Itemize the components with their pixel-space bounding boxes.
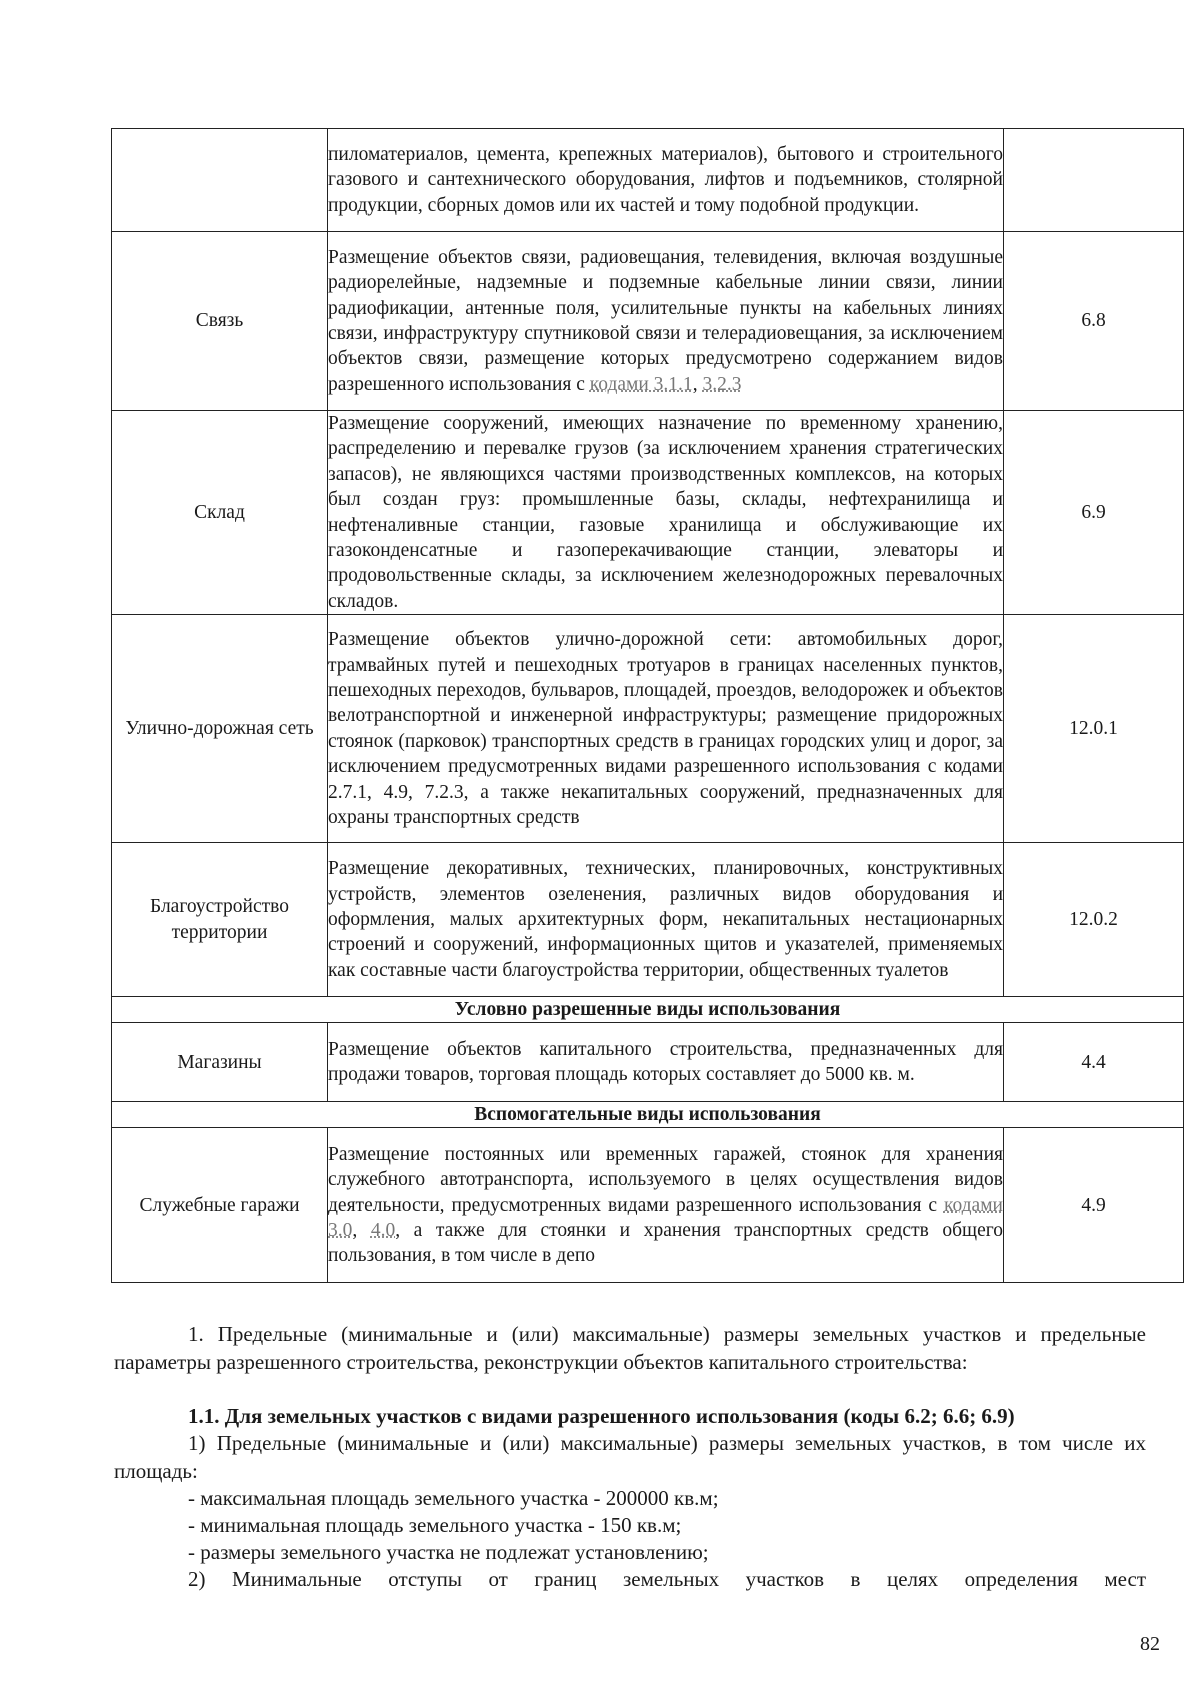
use-code-cell: 6.9 xyxy=(1004,411,1184,615)
use-name-cell: Связь xyxy=(112,232,328,411)
subsection-heading: 1.1. Для земельных участков с видами разрешенного использования (коды 6.2; 6.6; 6.9) xyxy=(188,1404,1015,1428)
table-row xyxy=(112,411,1184,615)
page-number: 82 xyxy=(1140,1633,1160,1655)
bullet-min-area: - минимальная площадь земельного участка - 150 кв.м; xyxy=(188,1513,682,1537)
section-heading-auxiliary: Вспомогательные виды использования xyxy=(112,1102,1184,1128)
use-name-cell xyxy=(112,129,328,232)
table-row xyxy=(112,129,1184,232)
use-name-cell: Магазины xyxy=(112,1023,328,1102)
table-row xyxy=(112,1023,1184,1102)
section-heading-conditional: Условно разрешенные виды использования xyxy=(112,997,1184,1023)
code-link[interactable]: кодами 3.0 xyxy=(328,1194,1003,1241)
description-text: Размещение объектов связи, радиовещания, телевидения, включая воздушные радиорелейные, надземные и подземные кабельные линии связи, линии радиофикации, антенные поля, усилительные пункты на кабельных линиях связи, инфраструктуру спутниковой связи и телерадиовещания, за исключением объектов связи, размещение которых предусмотрено содержанием видов разрешенного использования с xyxy=(328,246,1003,395)
use-code-cell: 4.9 xyxy=(1004,1128,1184,1283)
bullet-no-dimensions: - размеры земельного участка не подлежат установлению; xyxy=(188,1540,709,1564)
description-text: Размещение постоянных или временных гаражей, стоянок для хранения служебного автотранспорта, используемого в целях осуществления видов деятельности, предусмотренных видами разрешенного использования с xyxy=(328,1143,1003,1216)
table-section-row xyxy=(112,1102,1184,1128)
paragraph-setbacks: 2) Минимальные отступы от границ земельных участков в целях определения мест xyxy=(188,1567,1146,1591)
use-description-cell: Размещение объектов связи, радиовещания, телевидения, включая воздушные радиорелейные, надземные и подземные кабельные линии связи, линии радиофикации, антенные поля, усилительные пункты на кабельных линиях связи, инфраструктуру спутниковой связи и телерадиовещания, за исключением объектов связи, размещение которых предусмотрено содержанием видов разрешенного использования с кодами 3.1.1, 3.2.3 xyxy=(328,232,1004,411)
paragraph-sizes: 1) Предельные (минимальные и (или) максимальные) размеры земельных участков, в том числе их площадь: xyxy=(114,1431,1146,1483)
land-use-table xyxy=(111,128,1184,1283)
description-text: , а также для стоянки и хранения транспортных средств общего пользования, в том числе в депо xyxy=(328,1219,1003,1267)
use-code-cell: 12.0.1 xyxy=(1004,615,1184,843)
code-link[interactable]: 4.0 xyxy=(370,1219,396,1241)
use-description-cell: Размещение объектов улично-дорожной сети: автомобильных дорог, трамвайных путей и пешеходных тротуаров в границах населенных пунктов, пешеходных переходов, бульваров, площадей, проездов, велодорожек и объектов велотранспортной и инженерной инфраструктуры; размещение придорожных стоянок (парковок) транспортных средств в границах городских улиц и дорог, за исключением предусмотренных видами разрешенного использования с кодами 2.7.1, 4.9, 7.2.3, а также некапитальных сооружений, предназначенных для охраны транспортных средств xyxy=(328,615,1004,843)
use-name-cell: Благоустройство территории xyxy=(112,843,328,997)
code-link[interactable]: кодами 3.1.1 xyxy=(589,373,693,395)
use-name-cell: Служебные гаражи xyxy=(112,1128,328,1283)
use-description-cell: Размещение сооружений, имеющих назначение по временному хранению, распределению и перевалке грузов (за исключением хранения стратегических запасов), не являющихся частями производственных комплексов, на которых был создан груз: промышленные базы, склады, нефтехранилища и нефтеналивные станции, газовые хранилища и обслуживающие их газоконденсатные и газоперекачивающие станции, элеваторы и продовольственные склады, за исключением железнодорожных перевалочных складов. xyxy=(328,411,1004,615)
table-row xyxy=(112,1128,1184,1283)
use-description-cell: Размещение декоративных, технических, планировочных, конструктивных устройств, элементов озеленения, различных видов оборудования и оформления, малых архитектурных форм, некапитальных нестационарных строений и сооружений, информационных щитов и указателей, применяемых как составные части благоустройства территории, общественных туалетов xyxy=(328,843,1004,997)
use-code-cell xyxy=(1004,129,1184,232)
table-row xyxy=(112,615,1184,843)
table-section-row xyxy=(112,997,1184,1023)
table-row xyxy=(112,843,1184,997)
use-name-cell: Улично-дорожная сеть xyxy=(112,615,328,843)
table-row xyxy=(112,232,1184,411)
use-description-cell: пиломатериалов, цемента, крепежных материалов), бытового и строительного газового и сантехнического оборудования, лифтов и подъемников, столярной продукции, сборных домов или их частей и тому подобной продукции. xyxy=(328,129,1004,232)
paragraph-limits: 1. Предельные (минимальные и (или) максимальные) размеры земельных участков и предельные параметры разрешенного строительства, реконструкции объектов капитального строительства: xyxy=(114,1322,1146,1374)
use-description-cell: Размещение постоянных или временных гаражей, стоянок для хранения служебного автотранспорта, используемого в целях осуществления видов деятельности, предусмотренных видами разрешенного использования с кодами 3.0, 4.0, а также для стоянки и хранения транспортных средств общего пользования, в том числе в депо xyxy=(328,1128,1004,1283)
use-description-cell: Размещение объектов капитального строительства, предназначенных для продажи товаров, торговая площадь которых составляет до 5000 кв. м. xyxy=(328,1023,1004,1102)
use-code-cell: 4.4 xyxy=(1004,1023,1184,1102)
use-code-cell: 6.8 xyxy=(1004,232,1184,411)
bullet-max-area: - максимальная площадь земельного участка - 200000 кв.м; xyxy=(188,1486,719,1510)
use-name-cell: Склад xyxy=(112,411,328,615)
code-link[interactable]: 3.2.3 xyxy=(702,373,742,395)
use-code-cell: 12.0.2 xyxy=(1004,843,1184,997)
